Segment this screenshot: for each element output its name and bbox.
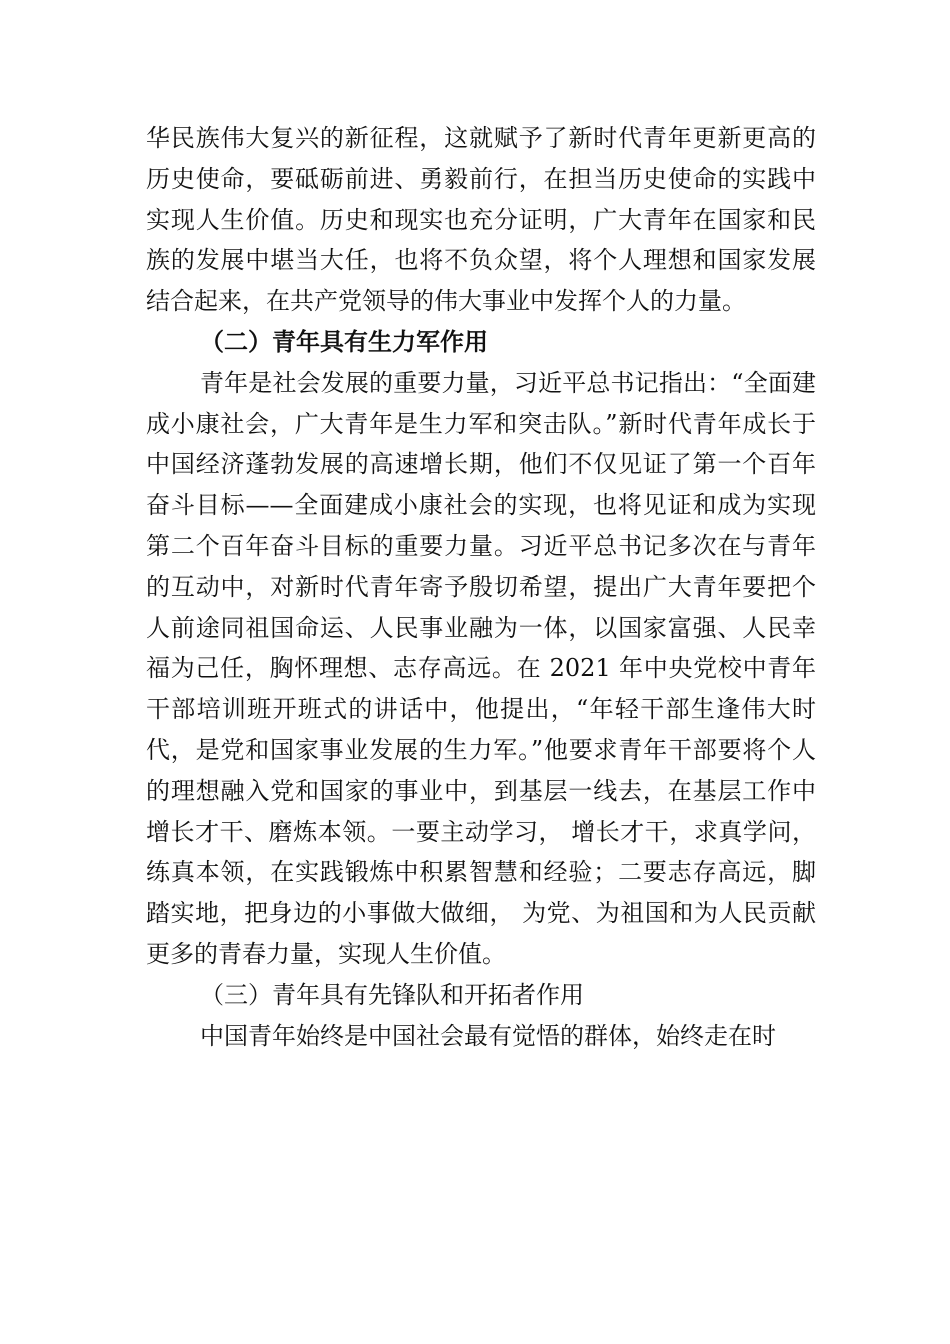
paragraph-youth-vanguard: 中国青年始终是中国社会最有觉悟的群体，始终走在时: [200, 1021, 776, 1050]
section-heading-2: （二）青年具有生力军作用: [200, 326, 488, 356]
paragraph-continuation: 华民族伟大复兴的新征程，这就赋予了新时代青年更新更高的历史使命，要砥砺前进、勇毅前行，在担当历史使命的实践中实现人生价值。历史和现实也充分证明，广大青年在国家和民族的发展中堪当大任，也将不负众望，将个人理想和国家发展结合起来，在共产党领导的伟大事业中发挥个人的力量。: [146, 124, 816, 316]
document-body: [146, 118, 816, 1056]
paragraph-youth-main-force: 青年是社会发展的重要力量，习近平总书记指出：“全面建成小康社会，广大青年是生力军和突击队。”新时代青年成长于中国经济蓬勃发展的高速增长期，他们不仅见证了第一个百年奋斗目标——全面建成小康社会的实现，也将见证和成为实现第二个百年奋斗目标的重要力量。习近平总书记多次在与青年的互动中，对新时代青年寄予殷切希望，提出广大青年要把个人前途同祖国命运、人民事业融为一体，以国家富强、人民幸福为己任，胸怀理想、志存高远。在 2021 年中央党校中青年干部培训班开班式的讲话中，他提出，“年轻干部生逢伟大时代，是党和国家事业发展的生力军。”他要求青年干部要将个人的理想融入党和国家的事业中，到基层一线去，在基层工作中增长才干、磨炼本领。一要主动学习， 增长才干，求真学问，练真本领，在实践锻炼中积累智慧和经验；二要志存高远，脚踏实地，把身边的小事做大做细， 为党、为祖国和为人民贡献更多的青春力量，实现人生价值。: [146, 368, 816, 968]
section-heading-3: （三）青年具有先锋队和开拓者作用: [200, 980, 584, 1009]
